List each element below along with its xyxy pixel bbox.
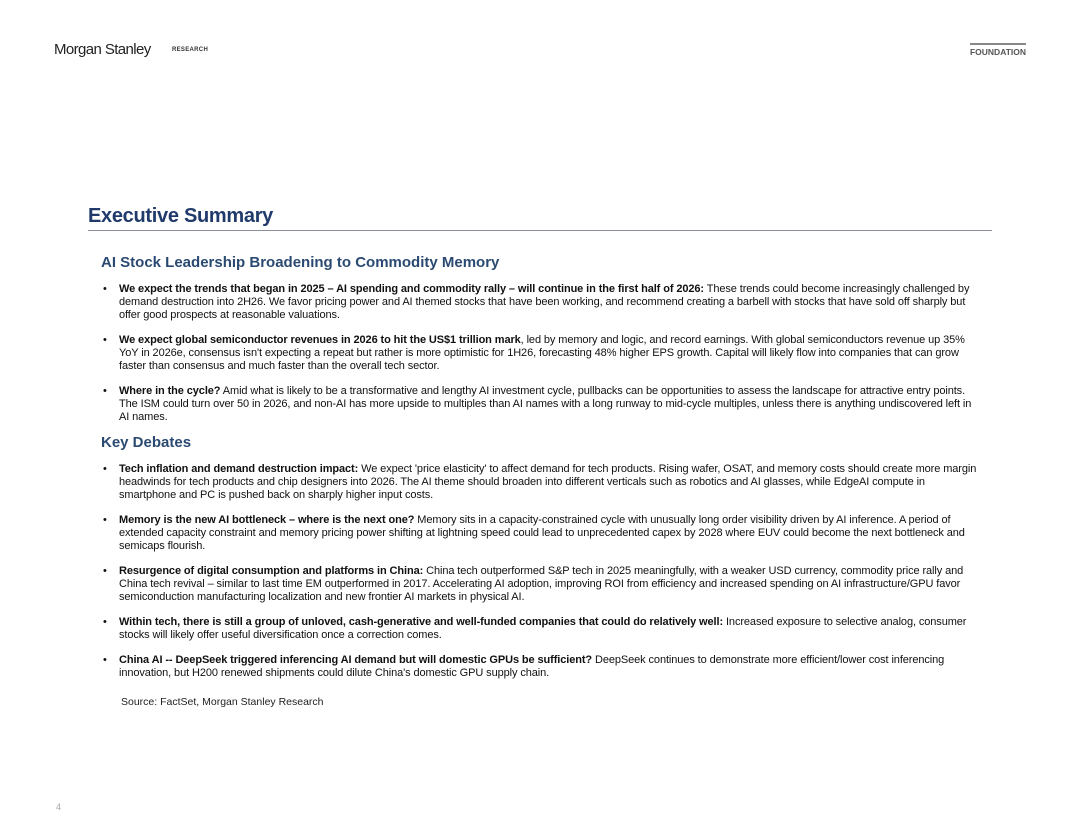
bullet-list bbox=[103, 463, 983, 692]
bullet-lead: Within tech, there is still a group of unloved, cash-generative and well-funded companies that could do relatively well: bbox=[119, 616, 724, 628]
page-number: 4 bbox=[56, 802, 62, 812]
bullet-lead: Memory is the new AI bottleneck – where is the next one? bbox=[119, 514, 415, 526]
bullet-text: These trends could become increasingly challenged by demand destruction into 2H26. We favor pricing power and AI themed stocks that have been working, and recommend creating a barbell with stocks that have sold off sharply but offer good prospects at reasonable valuations. bbox=[119, 283, 970, 321]
section-heading: AI Stock Leadership Broadening to Commodity Memory bbox=[101, 254, 500, 271]
list-item bbox=[103, 283, 983, 322]
bullet-icon: • bbox=[103, 616, 107, 628]
bullet-icon: • bbox=[103, 283, 107, 295]
bullet-text: China tech outperformed S&P tech in 2025 meaningfully, with a weaker USD currency, commodity price rally and China tech revival – similar to last time EM outperformed in 2017. Accelerating AI adoption, improving ROI from efficiency and increased spending on AI infrastructure/GPU favor semiconduction manufacturing localization and new frontier AI markets in physical AI. bbox=[119, 565, 964, 603]
bullet-icon: • bbox=[103, 334, 107, 346]
brand-logo: Morgan Stanley bbox=[54, 41, 151, 58]
report-tag: FOUNDATION bbox=[970, 43, 1026, 57]
list-item bbox=[103, 463, 983, 502]
bullet-icon: • bbox=[103, 654, 107, 666]
title-divider bbox=[88, 230, 992, 231]
bullet-list bbox=[103, 283, 983, 436]
bullet-lead: We expect the trends that began in 2025 – AI spending and commodity rally – will continue in the first half of 2026: bbox=[119, 283, 704, 295]
page-title: Executive Summary bbox=[88, 205, 273, 227]
bullet-lead: Where in the cycle? bbox=[119, 385, 221, 397]
bullet-text: We expect 'price elasticity' to affect demand for tech products. Rising wafer, OSAT, and memory costs should create more margin headwinds for tech products and chip designers into 2026. The AI theme should broaden into different verticals such as robotics and AI glasses, while EdgeAI compute in smartphone and PC is pushed back on sharply higher input costs. bbox=[119, 463, 977, 501]
source-note: Source: FactSet, Morgan Stanley Research bbox=[121, 696, 324, 708]
bullet-icon: • bbox=[103, 565, 107, 577]
bullet-text: , led by memory and logic, and record earnings. With global semiconductors revenue up 35% YoY in 2026e, consensus isn't expecting a repeat but rather is more optimistic for 1H26, forecasting 48% higher EPS growth. Capital will likely flow into companies that can grow faster than consensus and much faster than the overall tech sector. bbox=[119, 334, 965, 372]
list-item bbox=[103, 334, 983, 373]
list-item bbox=[103, 565, 983, 604]
section-label: RESEARCH bbox=[172, 47, 209, 53]
bullet-icon: • bbox=[103, 385, 107, 397]
list-item bbox=[103, 654, 983, 680]
bullet-lead: We expect global semiconductor revenues in 2026 to hit the US$1 trillion mark bbox=[119, 334, 521, 346]
bullet-lead: Tech inflation and demand destruction impact: bbox=[119, 463, 359, 475]
list-item bbox=[103, 514, 983, 553]
bullet-text: Amid what is likely to be a transformative and lengthy AI investment cycle, pullbacks can be opportunities to assess the landscape for attractive entry points. The ISM could turn over 50 in 2026, and non-AI has more upside to multiples than AI names with a long runway to mid-cycle multiples, unless there is anything undiscovered left in AI names. bbox=[119, 385, 972, 423]
bullet-lead: Resurgence of digital consumption and platforms in China: bbox=[119, 565, 424, 577]
bullet-text: DeepSeek continues to demonstrate more efficient/lower cost inferencing innovation, but H200 renewed shipments could dilute China's domestic GPU supply chain. bbox=[119, 654, 945, 679]
list-item bbox=[103, 616, 983, 642]
bullet-text: Increased exposure to selective analog, consumer stocks will likely offer useful diversification once a correction comes. bbox=[119, 616, 967, 641]
bullet-text: Memory sits in a capacity-constrained cycle with unusually long order visibility driven by AI inference. A period of extended capacity constraint and memory pricing power shifting at lightning speed could lead to unprecedented capex by 2028 where EUV could become the next bottleneck and semicaps flourish. bbox=[119, 514, 965, 552]
bullet-icon: • bbox=[103, 463, 107, 475]
section-heading: Key Debates bbox=[101, 434, 192, 451]
bullet-lead: China AI -- DeepSeek triggered inferencing AI demand but will domestic GPUs be sufficient? bbox=[119, 654, 593, 666]
list-item bbox=[103, 385, 983, 424]
bullet-icon: • bbox=[103, 514, 107, 526]
